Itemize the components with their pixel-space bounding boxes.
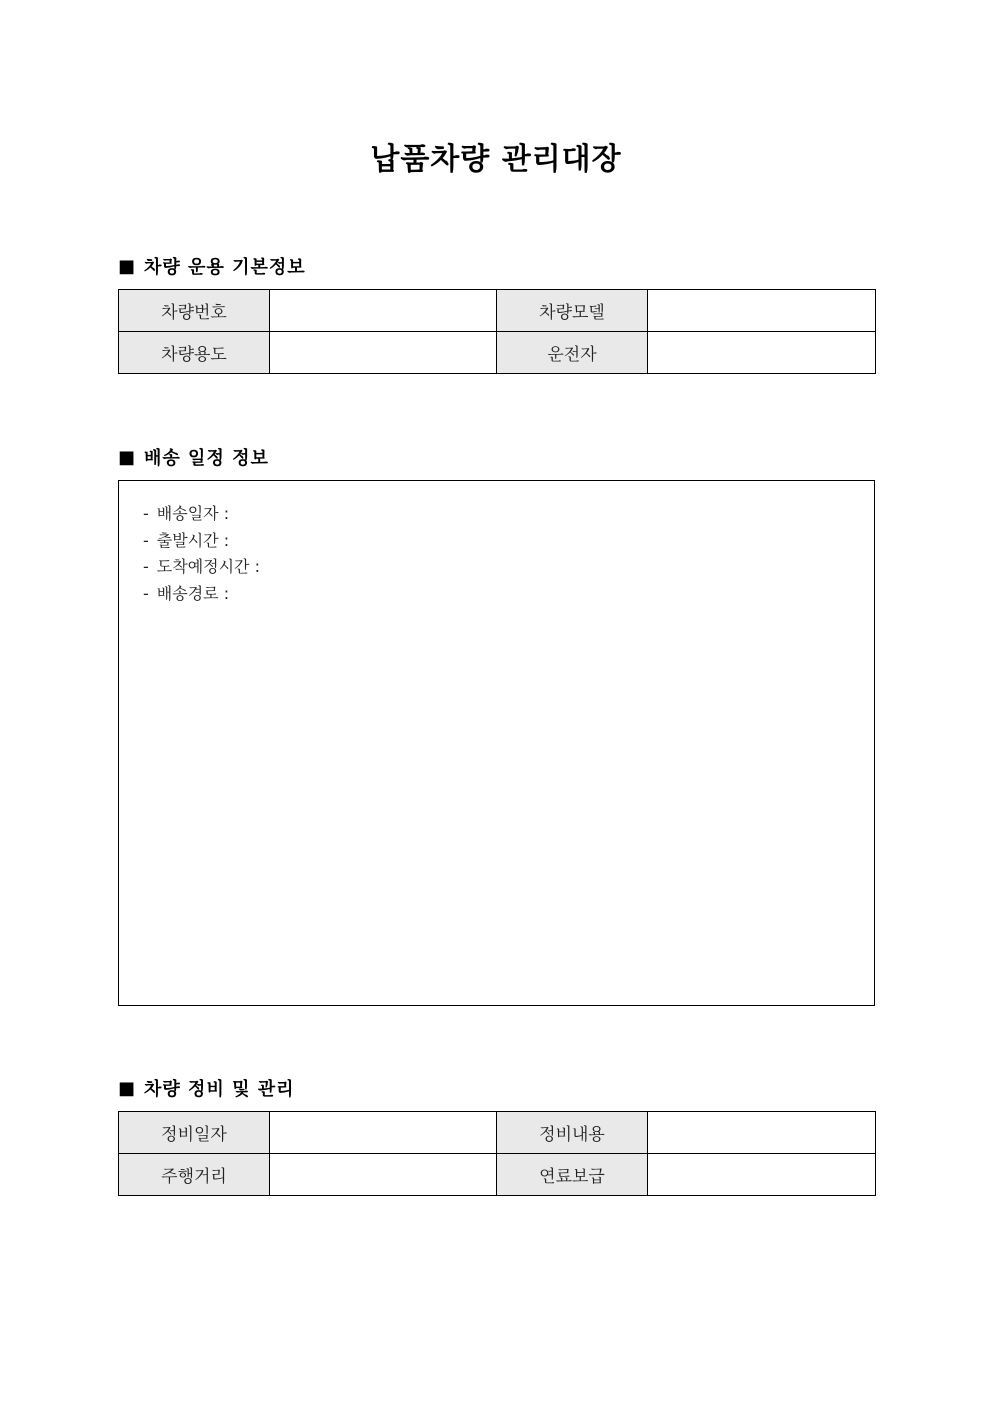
- vehicle-purpose-field[interactable]: [270, 332, 497, 374]
- list-item: [143, 528, 874, 555]
- table-row: [119, 332, 876, 374]
- delivery-route-label: 배송경로 :: [156, 583, 230, 603]
- list-dash: -: [143, 557, 149, 576]
- label-vehicle-model: 차량모델: [497, 290, 648, 332]
- mileage-field[interactable]: [270, 1154, 497, 1196]
- maintenance-details-field[interactable]: [648, 1112, 876, 1154]
- table-row: [119, 1112, 876, 1154]
- list-dash: -: [143, 583, 149, 603]
- label-maintenance-date: 정비일자: [119, 1112, 270, 1154]
- label-mileage: 주행거리: [119, 1154, 270, 1196]
- arrival-time-label: 도착예정시간 :: [156, 557, 260, 576]
- section-heading-maintenance: [118, 1075, 295, 1101]
- square-bullet-icon: ■: [118, 1077, 137, 1099]
- refueling-field[interactable]: [648, 1154, 876, 1196]
- label-vehicle-purpose: 차량용도: [119, 332, 270, 374]
- driver-field[interactable]: [648, 332, 876, 374]
- maintenance-table: [118, 1111, 876, 1196]
- list-item: [143, 554, 874, 581]
- vehicle-number-field[interactable]: [270, 290, 497, 332]
- section-title: 차량 정비 및 관리: [144, 1079, 295, 1100]
- maintenance-date-field[interactable]: [270, 1112, 497, 1154]
- section-heading-delivery-schedule: [118, 444, 269, 470]
- label-maintenance-details: 정비내용: [497, 1112, 648, 1154]
- list-dash: -: [143, 530, 149, 550]
- delivery-date-label: 배송일자 :: [156, 504, 230, 523]
- square-bullet-icon: ■: [118, 255, 137, 277]
- label-refueling: 연료보급: [497, 1154, 648, 1196]
- section-heading-vehicle-info: [118, 253, 306, 279]
- list-item: [143, 501, 874, 528]
- section-title: 배송 일정 정보: [144, 448, 269, 469]
- vehicle-info-table: [118, 289, 876, 374]
- delivery-schedule-list: [119, 481, 874, 607]
- label-vehicle-number: 차량번호: [119, 290, 270, 332]
- vehicle-model-field[interactable]: [648, 290, 876, 332]
- table-row: [119, 1154, 876, 1196]
- section-title: 차량 운용 기본정보: [144, 257, 306, 278]
- document-title: 납품차량 관리대장: [370, 142, 622, 177]
- departure-time-label: 출발시간 :: [156, 530, 230, 550]
- label-driver: 운전자: [497, 332, 648, 374]
- list-dash: -: [143, 504, 149, 523]
- delivery-schedule-box[interactable]: [118, 480, 875, 1006]
- square-bullet-icon: ■: [118, 446, 137, 468]
- table-row: [119, 290, 876, 332]
- list-item: [143, 581, 874, 608]
